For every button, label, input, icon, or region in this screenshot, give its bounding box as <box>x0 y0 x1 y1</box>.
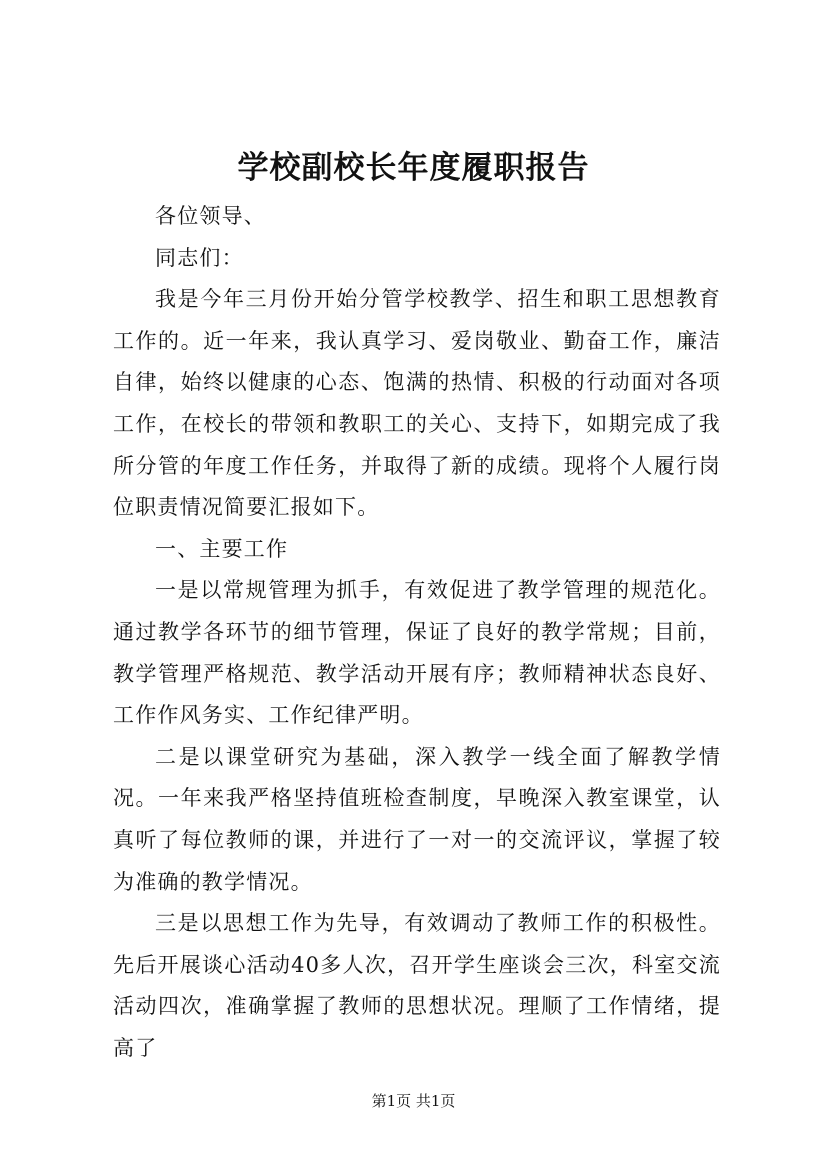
document-body <box>113 196 721 1069</box>
paragraph-2: 二是以课堂研究为基础，深入教学一线全面了解教学情况。一年来我严格坚持值班检查制度，早晚深入教室课堂，认真听了每位教师的课，并进行了一对一的交流评议，掌握了较为准确的教学情况。 <box>113 744 721 894</box>
paragraph-1: 一是以常规管理为抓手，有效促进了教学管理的规范化。通过教学各环节的细节管理，保证了良好的教学常规；目前，教学管理严格规范、教学活动开展有序；教师精神状态良好、工作作风务实、工作纪律严明。 <box>113 578 721 728</box>
salutation-line-1: 各位领导、 <box>155 204 266 228</box>
page-footer: 第1页 共1页 <box>371 1092 456 1110</box>
document-title: 学校副校长年度履职报告 <box>237 150 590 186</box>
paragraph-3: 三是以思想工作为先导，有效调动了教师工作的积极性。先后开展谈心活动40多人次，召开学生座谈会三次，科室交流活动四次，准确掌握了教师的思想状况。理顺了工作情绪，提高了 <box>113 911 721 1060</box>
intro-paragraph: 我是今年三月份开始分管学校教学、招生和职工思想教育工作的。近一年来，我认真学习、爱岗敬业、勤奋工作，廉洁自律，始终以健康的心态、饱满的热情、积极的行动面对各项工作，在校长的带领和教职工的关心、支持下，如期完成了我所分管的年度工作任务，并取得了新的成绩。现将个人履行岗位职责情况简要汇报如下。 <box>113 287 721 520</box>
salutation-line-2: 同志们： <box>155 245 244 270</box>
section-heading: 一、主要工作 <box>155 536 289 561</box>
